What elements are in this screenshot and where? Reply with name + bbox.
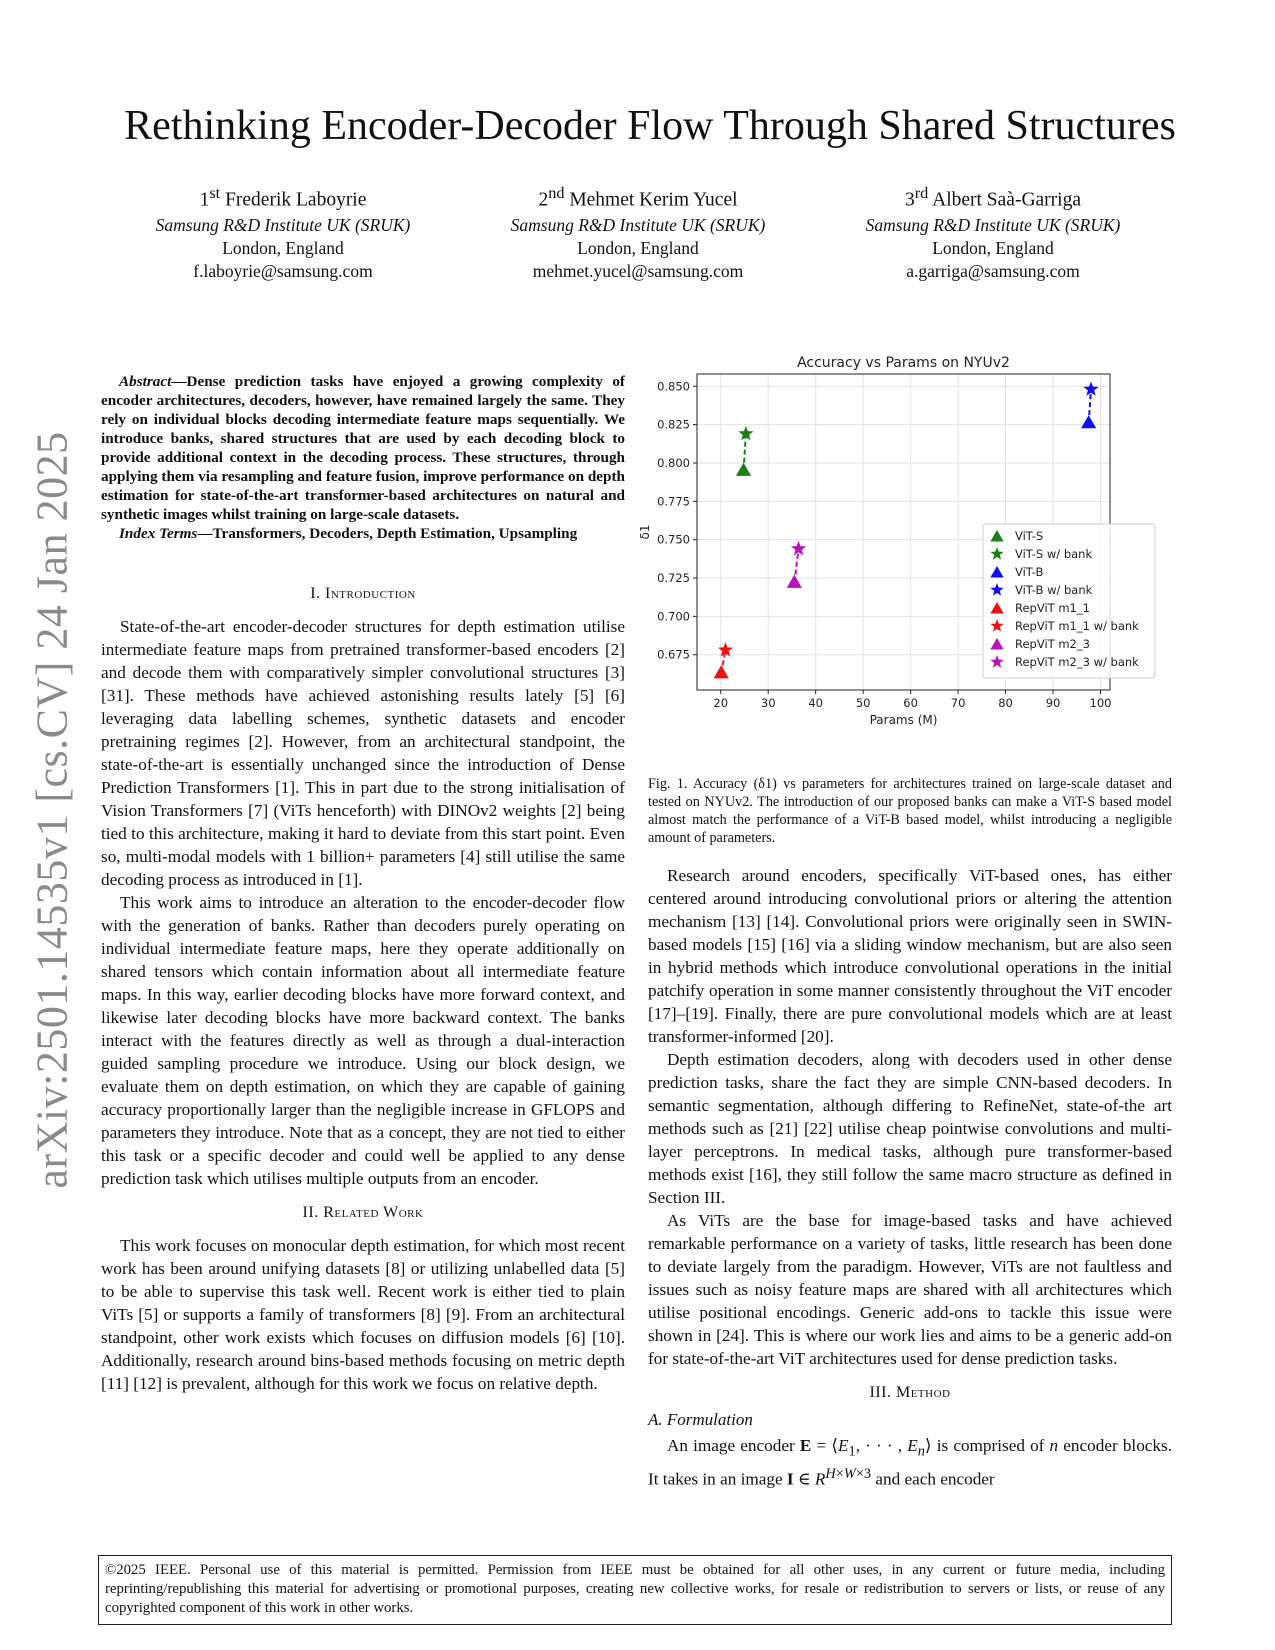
chart-title: Accuracy vs Params on NYUv2	[797, 355, 1010, 371]
abstract-label: Abstract	[119, 373, 172, 390]
paragraph: This work aims to introduce an alteration to the encoder-decoder flow with the generation of banks. Rather than decoders purely operating on individual intermediate feature maps, here they operate additionally on shared tensors which contain information about all intermediate feature maps. In this way, earlier decoding blocks have more forward context, and likewise later decoding blocks have more backward context. The banks interact with the features directly as well as through a dual-interaction guided sampling procedure we introduce. Using our block design, we evaluate them on depth estimation, on which they are capable of gaining accuracy proportionally larger than the negligible increase in GFLOPS and parameters they introduce. Note that as a concept, they are not tied to either this task or a specific decoder and could well be applied to any dense prediction task which utilises multiple outputs from an encoder.	[101, 893, 625, 1188]
author-ordinal: 2	[538, 189, 549, 211]
author-affiliation: Samsung R&D Institute UK (SRUK)	[510, 214, 766, 235]
legend-label: RepViT m2_3 w/ bank	[1015, 655, 1139, 669]
figure-caption: Fig. 1. Accuracy (δ1) vs parameters for architectures trained on large-scale dataset and tested on NYUv2. The introduction of our proposed banks can make a ViT-S based model almost match the performance of a ViT-B based model, whilst introducing a negligible amount of parameters.	[648, 776, 1172, 846]
author-2	[473, 180, 803, 283]
y-tick-label: 0.700	[657, 609, 690, 624]
index-terms-text: —Transformers, Decoders, Depth Estimation, Upsampling	[197, 525, 578, 542]
data-point-star	[791, 541, 806, 555]
author-ordinal-suffix: st	[209, 184, 221, 202]
figure-1	[640, 352, 1180, 762]
author-name: Mehmet Kerim Yucel	[569, 189, 738, 211]
author-location: London, England	[577, 237, 699, 258]
paper-title: Rethinking Encoder-Decoder Flow Through Shared Structures	[124, 103, 1176, 149]
author-ordinal-suffix: rd	[914, 184, 929, 202]
text-span: encoder blocks. It takes in an image	[648, 1436, 1172, 1490]
x-tick-label: 90	[1045, 696, 1061, 710]
data-point-triangle	[1081, 415, 1096, 428]
x-tick-label: 60	[903, 696, 918, 710]
x-tick-label: 100	[1089, 696, 1112, 710]
data-point-triangle	[714, 665, 729, 678]
legend-label: ViT-B w/ bank	[1015, 583, 1093, 597]
paragraph: An image encoder $E = ⟨E_1$, · · · , $E_n⟩$ is comprised of n encoder blocks. It takes in an image I ∈ $R^{H\times W\times 3}$ and each encoder	[648, 1436, 1172, 1490]
data-point-triangle	[736, 463, 751, 476]
index-terms-label: Index Terms	[119, 525, 198, 542]
author-ordinal: 1	[199, 189, 210, 211]
legend-label: RepViT m1_1	[1015, 601, 1090, 615]
y-tick-label: 0.725	[657, 571, 690, 586]
author-name: Albert Saà-Garriga	[932, 189, 1081, 211]
x-tick-label: 50	[855, 696, 871, 710]
y-axis-label: δ1	[638, 524, 652, 540]
arxiv-stamp: arXiv:2501.14535v1 [cs.CV] 24 Jan 2025	[27, 431, 77, 1189]
text-span: An image encoder	[667, 1436, 800, 1455]
subsection-heading-formulation: A. Formulation	[648, 1410, 753, 1429]
data-point-star	[1083, 381, 1098, 395]
author-email: a.garriga@samsung.com	[906, 260, 1080, 281]
copyright-notice: ©2025 IEEE. Personal use of this material is permitted. Permission from IEEE must be obtained for all other uses, in any current or future media, including reprinting/republishing this material for advertising or promotional purposes, creating new collective works, for resale or redistribution to servers or lists, or reuse of any copyrighted component of this work in other works.	[98, 1555, 1172, 1625]
legend-label: RepViT m2_3	[1015, 637, 1090, 651]
section-heading-introduction: I. Introduction	[310, 585, 416, 602]
author-1	[118, 180, 448, 283]
author-name: Frederik Laboyrie	[225, 189, 367, 211]
y-tick-label: 0.825	[657, 417, 690, 432]
paragraph: Depth estimation decoders, along with decoders used in other dense prediction tasks, share the fact they are simple CNN-based decoders. In semantic segmentation, although differing to RefineNet, state-of-the art methods such as [21] [22] utilise cheap pointwise convolutions and multi-layer perceptrons. In medical tasks, although pure transformer-based methods exist [16], they still follow the same macro structure as defined in Section III.	[648, 1050, 1172, 1207]
paragraph: State-of-the-art encoder-decoder structures for depth estimation utilise intermediate feature maps from pretrained transformer-based encoders [2] and decode them with comparatively simpler convolutional structures [3] [31]. These methods have achieved astonishing results lately [5] [6] leveraging data labelling schemes, synthetic datasets and encoder pretraining regimes [2]. However, from an architectural standpoint, the state-of-the-art is essentially unchanged since the introduction of Dense Prediction Transformers [1]. This in part due to the strong initialisation of Vision Transformers [7] (ViTs henceforth) with DINOv2 weights [2] being tied to this architecture, making it hard to deviate from this start point. Even so, multi-modal models with 1 billion+ parameters [4] still utilise the same decoding process as introduced in [1].	[101, 617, 625, 889]
y-tick-label: 0.800	[657, 455, 690, 470]
author-ordinal-suffix: nd	[548, 184, 565, 202]
legend-label: ViT-S w/ bank	[1015, 547, 1093, 561]
left-column	[101, 372, 625, 1395]
y-tick-label: 0.850	[657, 379, 690, 394]
x-tick-label: 20	[713, 696, 729, 710]
section-heading-method: III. Method	[869, 1384, 951, 1401]
legend-label: RepViT m1_1 w/ bank	[1015, 619, 1139, 633]
author-affiliation: Samsung R&D Institute UK (SRUK)	[155, 214, 411, 235]
y-tick-label: 0.675	[657, 647, 690, 662]
author-ordinal: 3	[905, 189, 915, 211]
x-tick-label: 80	[998, 696, 1013, 710]
x-tick-label: 70	[950, 696, 966, 710]
author-block	[118, 180, 1158, 283]
author-location: London, England	[222, 237, 344, 258]
x-tick-label: 30	[760, 696, 776, 710]
paragraph: As ViTs are the base for image-based tasks and have achieved remarkable performance on a variety of tasks, little research has been done to deviate largely from the paradigm. However, ViTs are not faultless and issues such as noisy feature maps are shared with all architectures which utilise positional encodings. Generic add-ons to tackle this issue were shown in [24]. This is where our work lies and aims to be a generic add-on for state-of-the-art ViT architectures used for dense prediction tasks.	[648, 1211, 1172, 1368]
right-column	[648, 864, 1172, 1491]
math: I	[786, 1470, 794, 1490]
y-tick-label: 0.750	[657, 532, 690, 547]
paragraph: Research around encoders, specifically ViT-based ones, has either centered around introducing convolutional priors or altering the attention mechanism [13] [14]. Convolutional priors were originally seen in SWIN-based models [15] [16] via a sliding window mechanism, but are also seen in hybrid methods which introduce convolutional operations in the initial patchify operation in some manner consistently throughout the ViT encoder [17]–[19]. Finally, there are pure convolutional models which are at least transformer-informed [20].	[648, 866, 1172, 1046]
math: n	[1049, 1436, 1059, 1455]
legend-label: ViT-B	[1015, 565, 1044, 579]
author-affiliation: Samsung R&D Institute UK (SRUK)	[865, 214, 1121, 235]
x-axis-label: Params (M)	[869, 713, 938, 727]
x-tick-label: 40	[808, 696, 823, 710]
abstract	[101, 372, 625, 524]
author-email: mehmet.yucel@samsung.com	[532, 260, 744, 281]
text-span: and each encoder	[871, 1470, 995, 1490]
legend-label: ViT-S	[1015, 529, 1044, 543]
index-terms	[101, 524, 625, 543]
math: E	[799, 1436, 812, 1455]
section-heading-related-work: II. Related Work	[302, 1204, 424, 1221]
author-email: f.laboyrie@samsung.com	[193, 260, 373, 281]
accuracy-vs-params-chart	[640, 352, 1180, 762]
y-tick-label: 0.775	[657, 494, 690, 509]
data-point-triangle	[787, 575, 802, 588]
text-span: is comprised of	[931, 1436, 1050, 1455]
abstract-text: —Dense prediction tasks have enjoyed a growing complexity of encoder architectures, decoders, however, have remained largely the same. They rely on individual blocks decoding intermediate feature maps sequentially. We introduce banks, shared structures that are used by each decoding block to provide additional context in the decoding process. These structures, through applying them via resampling and feature fusion, improve performance on depth estimation for state-of-the-art transformer-based architectures on natural and synthetic images whilst training on large-scale datasets.	[101, 373, 625, 523]
author-location: London, England	[932, 237, 1054, 258]
author-3	[828, 180, 1158, 283]
paragraph: This work focuses on monocular depth estimation, for which most recent work has been around unifying datasets [8] or utilizing unlabelled data [5] to be able to supervise this task well. Recent work is either tied to plain ViTs [5] or supports a family of transformers [8] [9]. From an architectural standpoint, other work exists which focuses on diffusion models [6] [10]. Additionally, research around bins-based methods focusing on metric depth [11] [12] is prevalent, although for this work we focus on relative depth.	[101, 1236, 625, 1393]
